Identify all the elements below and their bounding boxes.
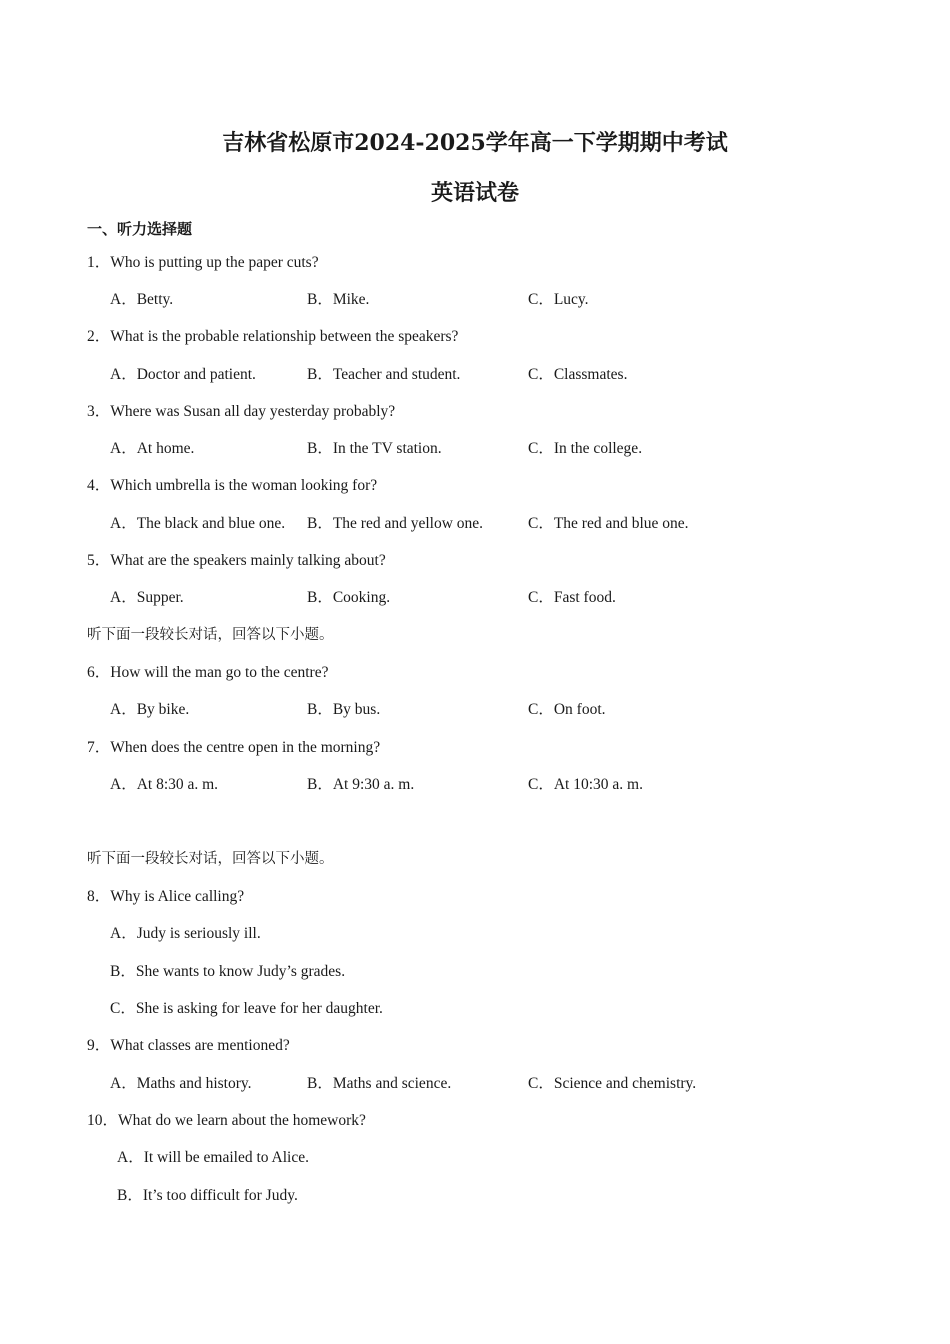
- option-9b[interactable]: B．Maths and science.: [307, 1075, 452, 1092]
- option-5b[interactable]: B．Cooking.: [307, 589, 391, 606]
- option-1b[interactable]: B．Mike.: [307, 291, 370, 308]
- option-7b[interactable]: B．At 9:30 a. m.: [307, 776, 415, 793]
- option-1a[interactable]: A．Betty.: [110, 291, 174, 308]
- option-1c[interactable]: C．Lucy.: [528, 291, 589, 308]
- option-4c[interactable]: C．The red and blue one.: [528, 515, 689, 532]
- option-2b[interactable]: B．Teacher and student.: [307, 366, 461, 383]
- option-4a[interactable]: A．The black and blue one.: [110, 515, 286, 532]
- option-10a[interactable]: A．It will be emailed to Alice.: [117, 1149, 309, 1166]
- option-9a[interactable]: A．Maths and history.: [110, 1075, 252, 1092]
- option-2a[interactable]: A．Doctor and patient.: [110, 366, 256, 383]
- option-6b[interactable]: B．By bus.: [307, 701, 381, 718]
- section-heading: 一、听力选择题: [87, 220, 193, 238]
- question-7: 7．When does the centre open in the morning?: [87, 739, 381, 756]
- question-2: 2．What is the probable relationship between the speakers?: [87, 328, 459, 345]
- option-7c[interactable]: C．At 10:30 a. m.: [528, 776, 643, 793]
- option-6c[interactable]: C．On foot.: [528, 701, 606, 718]
- question-3: 3．Where was Susan all day yesterday probably?: [87, 403, 396, 420]
- option-2c[interactable]: C．Classmates.: [528, 366, 628, 383]
- question-4: 4．Which umbrella is the woman looking for?: [87, 477, 378, 494]
- option-8a[interactable]: A．Judy is seriously ill.: [110, 925, 261, 942]
- option-3a[interactable]: A．At home.: [110, 440, 195, 457]
- option-4b[interactable]: B．The red and yellow one.: [307, 515, 484, 532]
- question-10: 10．What do we learn about the homework?: [87, 1112, 366, 1129]
- question-6: 6．How will the man go to the centre?: [87, 664, 329, 681]
- question-8: 8．Why is Alice calling?: [87, 888, 245, 905]
- option-5c[interactable]: C．Fast food.: [528, 589, 616, 606]
- option-8b[interactable]: B．She wants to know Judy’s grades.: [110, 963, 346, 980]
- listening-instruction: 听下面一段较长对话，回答以下小题。: [87, 851, 334, 867]
- option-3c[interactable]: C．In the college.: [528, 440, 643, 457]
- option-3b[interactable]: B．In the TV station.: [307, 440, 442, 457]
- option-8c[interactable]: C．She is asking for leave for her daughter.: [110, 1000, 383, 1017]
- option-6a[interactable]: A．By bike.: [110, 701, 190, 718]
- listening-instruction: 听下面一段较长对话，回答以下小题。: [87, 627, 334, 643]
- option-5a[interactable]: A．Supper.: [110, 589, 184, 606]
- question-5: 5．What are the speakers mainly talking about?: [87, 552, 386, 569]
- option-10b[interactable]: B．It’s too difficult for Judy.: [117, 1187, 298, 1204]
- question-1: 1．Who is putting up the paper cuts?: [87, 254, 319, 271]
- option-9c[interactable]: C．Science and chemistry.: [528, 1075, 697, 1092]
- question-9: 9．What classes are mentioned?: [87, 1037, 290, 1054]
- page-subtitle: 英语试卷: [430, 180, 519, 206]
- option-7a[interactable]: A．At 8:30 a. m.: [110, 776, 219, 793]
- page-title: 吉林省松原市2024-2025学年高一下学期期中考试: [222, 130, 728, 156]
